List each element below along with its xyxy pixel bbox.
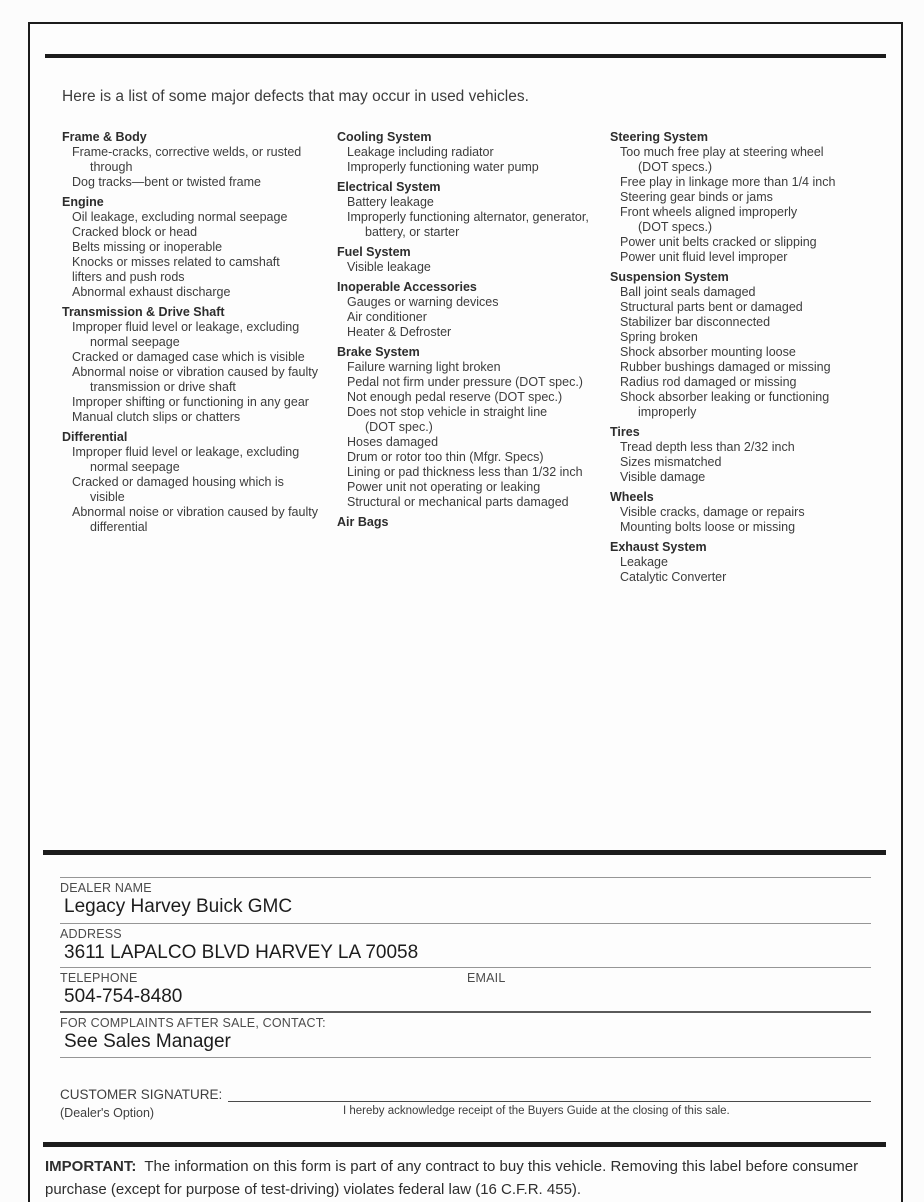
footer-divider-rule [43, 1142, 886, 1147]
defects-list [62, 130, 892, 585]
customer-signature-block [60, 1086, 871, 1120]
defect-item: Sizes mismatched [620, 455, 722, 469]
defect-item: Cracked block or head [72, 225, 198, 239]
defect-item: Hoses damaged [347, 435, 439, 449]
defect-item: Free play in linkage more than 1/4 inch [620, 175, 836, 189]
defect-category-title: Electrical System [337, 180, 441, 194]
defect-item: battery, or starter [365, 225, 460, 239]
defect-item: normal seepage [90, 460, 180, 474]
address-field [60, 923, 871, 967]
dealer-name-value: Legacy Harvey Buick GMC [64, 896, 293, 917]
defect-category-title: Transmission & Drive Shaft [62, 305, 225, 319]
defect-item: Pedal not firm under pressure (DOT spec.) [347, 375, 583, 389]
defect-item: Shock absorber mounting loose [620, 345, 796, 359]
defect-item: Power unit not operating or leaking [347, 480, 541, 494]
defect-item: Structural parts bent or damaged [620, 300, 803, 314]
defect-item: Structural or mechanical parts damaged [347, 495, 569, 509]
signature-line [228, 1086, 871, 1102]
complaints-label: FOR COMPLAINTS AFTER SALE, CONTACT: [60, 1016, 326, 1030]
defect-item: Visible leakage [347, 260, 431, 274]
defect-item: Front wheels aligned improperly [620, 205, 798, 219]
defect-item: Leakage including radiator [347, 145, 494, 159]
defect-item: Power unit belts cracked or slipping [620, 235, 817, 249]
complaints-contact-field [60, 1011, 871, 1058]
defect-item: Improper fluid level or leakage, excluding [72, 445, 300, 459]
defect-item: differential [90, 520, 148, 534]
defect-item: Cracked or damaged housing which is [72, 475, 284, 489]
customer-signature-label: CUSTOMER SIGNATURE: [60, 1087, 223, 1102]
defect-item: normal seepage [90, 335, 180, 349]
defect-category-title: Fuel System [337, 245, 411, 259]
defect-item: Radius rod damaged or missing [620, 375, 797, 389]
defect-item: Stabilizer bar disconnected [620, 315, 771, 329]
defect-item: Visible cracks, damage or repairs [620, 505, 805, 519]
defect-item: Abnormal noise or vibration caused by faulty [72, 365, 318, 379]
important-notice [45, 1156, 881, 1201]
form-top-divider-rule [43, 850, 886, 855]
defect-item: Shock absorber leaking or functioning [620, 390, 830, 404]
defect-item: Cracked or damaged case which is visible [72, 350, 305, 364]
defect-category-title: Exhaust System [610, 540, 707, 554]
defect-item: (DOT specs.) [638, 220, 713, 234]
important-label: IMPORTANT: [45, 1158, 137, 1175]
important-text: The information on this form is part of any contract to buy this vehicle. Removing this label before consumer purchase (except for purpose of test-driving) violates federal law (16 C.F.R. 455). [45, 1158, 859, 1198]
defect-item: Tread depth less than 2/32 inch [620, 440, 795, 454]
defects-column-3 [610, 130, 892, 585]
defect-item: Improperly functioning water pump [347, 160, 539, 174]
email-label: EMAIL [467, 971, 506, 985]
defect-item: lifters and push rods [72, 270, 185, 284]
defect-item: Frame-cracks, corrective welds, or rusted [72, 145, 302, 159]
defect-item: Leakage [620, 555, 668, 569]
telephone-label: TELEPHONE [60, 971, 138, 985]
dealer-name-field [60, 877, 871, 923]
defect-category-title: Inoperable Accessories [337, 280, 477, 294]
defect-item: Air conditioner [347, 310, 427, 324]
defect-item: transmission or drive shaft [90, 380, 236, 394]
defects-column-1 [62, 130, 337, 535]
defect-item: Rubber bushings damaged or missing [620, 360, 831, 374]
defect-item: (DOT spec.) [365, 420, 433, 434]
defect-item: through [90, 160, 133, 174]
defect-category-title: Suspension System [610, 270, 729, 284]
defect-item: Not enough pedal reserve (DOT spec.) [347, 390, 563, 404]
defect-item: Heater & Defroster [347, 325, 452, 339]
defect-item: Abnormal exhaust discharge [72, 285, 231, 299]
telephone-email-field [60, 967, 871, 1011]
complaints-value: See Sales Manager [64, 1031, 231, 1052]
dealer-name-label: DEALER NAME [60, 881, 152, 895]
defect-item: Drum or rotor too thin (Mfgr. Specs) [347, 450, 544, 464]
defect-category-title: Engine [62, 195, 104, 209]
defect-category-title: Steering System [610, 130, 708, 144]
top-divider-rule [45, 54, 886, 58]
defect-category-title: Differential [62, 430, 128, 444]
defect-item: (DOT specs.) [638, 160, 713, 174]
defect-item: Improperly functioning alternator, generator, [347, 210, 589, 224]
defect-item: Abnormal noise or vibration caused by faulty [72, 505, 318, 519]
telephone-value: 504-754-8480 [64, 986, 183, 1007]
defect-item: Too much free play at steering wheel [620, 145, 824, 159]
defect-category-title: Wheels [610, 490, 654, 504]
defect-item: Battery leakage [347, 195, 434, 209]
defect-category-title: Frame & Body [62, 130, 147, 144]
defect-item: Ball joint seals damaged [620, 285, 756, 299]
defect-item: Oil leakage, excluding normal seepage [72, 210, 288, 224]
address-value: 3611 LAPALCO BLVD HARVEY LA 70058 [64, 942, 419, 963]
defect-category-title: Brake System [337, 345, 420, 359]
defect-item: Knocks or misses related to camshaft [72, 255, 280, 269]
dealer-info-form [60, 877, 871, 1058]
defect-item: Mounting bolts loose or missing [620, 520, 796, 534]
defect-item: Does not stop vehicle in straight line [347, 405, 548, 419]
defect-category-title: Air Bags [337, 515, 389, 529]
buyers-guide-back-page [28, 22, 903, 1202]
defect-item: Improper fluid level or leakage, excluding [72, 320, 300, 334]
defect-item: improperly [638, 405, 697, 419]
address-label: ADDRESS [60, 927, 122, 941]
defect-category-title: Tires [610, 425, 640, 439]
defect-item: Spring broken [620, 330, 698, 344]
dealers-option-note: (Dealer's Option) [60, 1106, 155, 1120]
defect-item: Failure warning light broken [347, 360, 501, 374]
defects-column-2 [337, 130, 610, 530]
defect-item: Catalytic Converter [620, 570, 727, 584]
acknowledgment-text: I hereby acknowledge receipt of the Buyers Guide at the closing of this sale. [343, 1105, 730, 1117]
defect-item: Dog tracks—bent or twisted frame [72, 175, 261, 189]
defect-item: Gauges or warning devices [347, 295, 499, 309]
intro-text: Here is a list of some major defects that may occur in used vehicles. [62, 88, 529, 105]
defect-item: Visible damage [620, 470, 706, 484]
defect-item: Power unit fluid level improper [620, 250, 788, 264]
defect-item: Lining or pad thickness less than 1/32 inch [347, 465, 583, 479]
defect-item: Belts missing or inoperable [72, 240, 223, 254]
defect-item: Manual clutch slips or chatters [72, 410, 241, 424]
defect-item: Improper shifting or functioning in any gear [72, 395, 309, 409]
defect-category-title: Cooling System [337, 130, 432, 144]
defect-item: visible [90, 490, 125, 504]
defect-item: Steering gear binds or jams [620, 190, 773, 204]
